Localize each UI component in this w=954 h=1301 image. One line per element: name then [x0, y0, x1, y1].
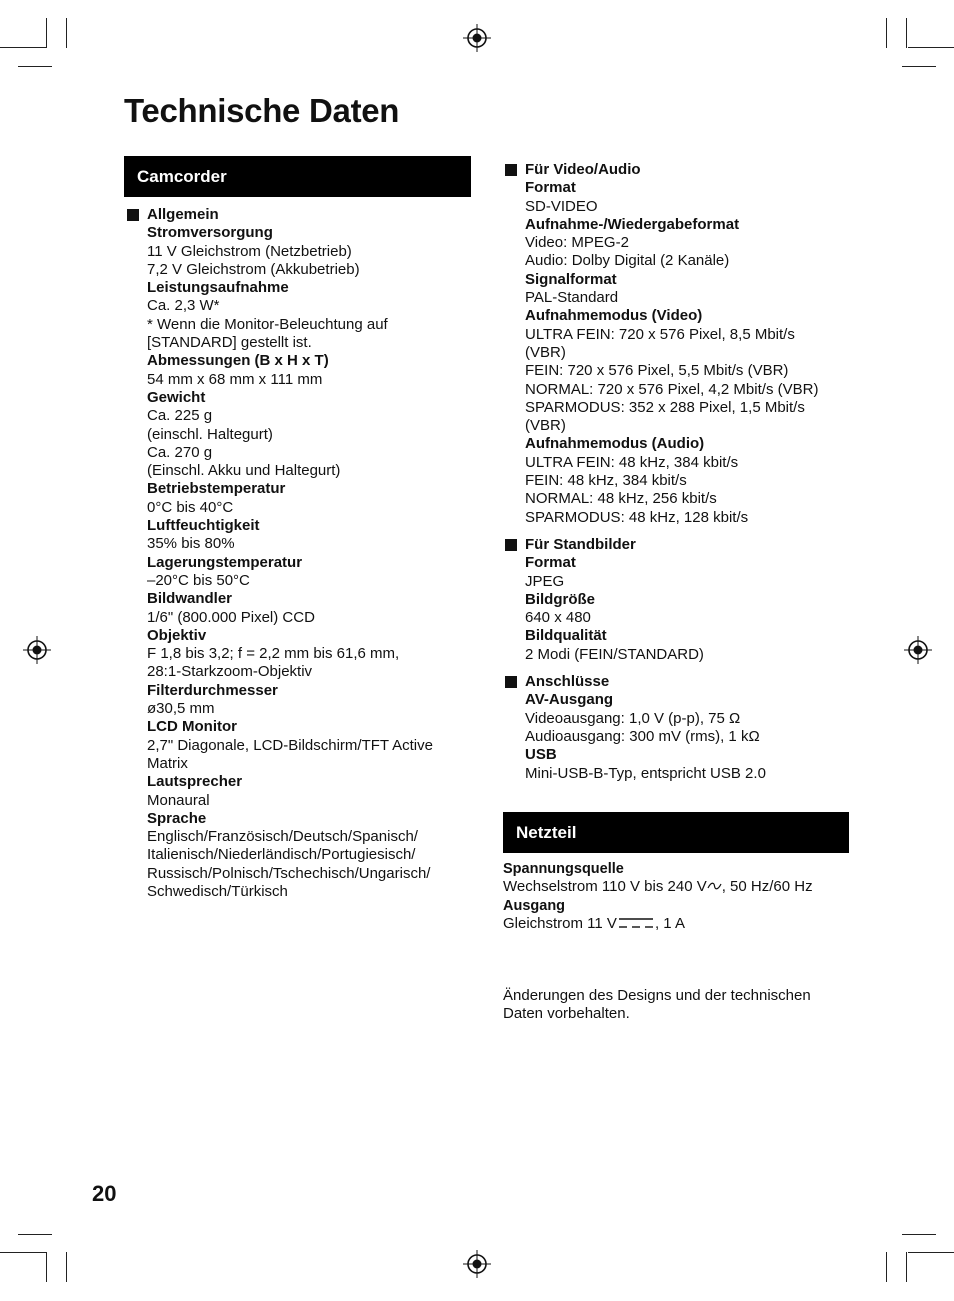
spec-value: 35% bis 80%: [147, 535, 235, 553]
spec-value: NORMAL: 720 x 576 Pixel, 4,2 Mbit/s (VBR): [525, 380, 819, 398]
spec-label: Objektiv: [147, 626, 207, 644]
spec-value: Audioausgang: 300 mV (rms), 1 kΩ: [525, 727, 760, 745]
spec-value: 0°C bis 40°C: [147, 498, 234, 516]
notice-line: Daten vorbehalten.: [503, 1005, 630, 1023]
spec-value: (Einschl. Akku und Haltegurt): [147, 462, 341, 480]
spec-label: Format: [525, 179, 576, 197]
spec-value: FEIN: 720 x 576 Pixel, 5,5 Mbit/s (VBR): [525, 362, 789, 380]
crop-mark: [886, 18, 887, 48]
spec-list: [525, 179, 853, 527]
crop-mark: [66, 1252, 67, 1282]
spec-label: Spannungsquelle: [503, 861, 624, 877]
spec-value: PAL-Standard: [525, 289, 619, 307]
spec-value: Ca. 2,3 W*: [147, 297, 220, 315]
registration-mark-icon: [23, 636, 51, 664]
section-allgemein: [125, 206, 471, 901]
crop-mark: [18, 66, 52, 67]
spec-label: Signalformat: [525, 270, 617, 288]
section-heading: [525, 161, 853, 179]
spec-value: Ca. 225 g: [147, 407, 213, 425]
spec-value: JPEG: [525, 572, 565, 590]
crop-mark: [886, 1252, 887, 1282]
crop-mark: [18, 1234, 52, 1235]
change-notice: [503, 987, 853, 1024]
crop-mark: [908, 1252, 954, 1253]
section-heading: [525, 536, 853, 554]
spec-value: * Wenn die Monitor-Beleuchtung auf: [147, 315, 388, 333]
spec-label: AV-Ausgang: [525, 691, 614, 709]
spec-value: 11 V Gleichstrom (Netzbetrieb): [147, 242, 352, 260]
square-bullet-icon: [505, 676, 517, 688]
camcorder-header: [124, 156, 471, 197]
spec-value: 2 Modi (FEIN/STANDARD): [525, 645, 704, 663]
spec-value: Monaural: [147, 791, 210, 809]
right-specs: [503, 161, 853, 783]
spec-value: FEIN: 48 kHz, 384 kbit/s: [525, 472, 687, 490]
spec-label: Bildgröße: [525, 590, 595, 608]
spec-value: SPARMODUS: 352 x 288 Pixel, 1,5 Mbit/s: [525, 398, 805, 416]
spec-value: (VBR): [525, 343, 566, 361]
source-freq: , 50 Hz/60 Hz: [721, 878, 813, 896]
spec-label: Lagerungstemperatur: [147, 553, 303, 571]
spec-value: ULTRA FEIN: 720 x 576 Pixel, 8,5 Mbit/s: [525, 325, 795, 343]
spec-label: Sprache: [147, 809, 207, 827]
spec-value: Englisch/Französisch/Deutsch/Spanisch/: [147, 828, 418, 846]
spec-value: [STANDARD] gestellt ist.: [147, 334, 312, 352]
crop-mark: [908, 47, 954, 48]
spec-list: [525, 554, 853, 664]
spec-label: Lautsprecher: [147, 773, 243, 791]
section-heading-label: Für Standbilder: [525, 535, 636, 553]
spec-value: Video: MPEG-2: [525, 234, 629, 252]
spec-label: LCD Monitor: [147, 718, 237, 736]
spec-value: NORMAL: 48 kHz, 256 kbit/s: [525, 490, 717, 508]
spec-value: Videoausgang: 1,0 V (p-p), 75 Ω: [525, 709, 741, 727]
spec-value: F 1,8 bis 3,2; f = 2,2 mm bis 61,6 mm,: [147, 645, 400, 663]
spec-label: Aufnahmemodus (Audio): [525, 435, 705, 453]
netzteil-header-label: Netzteil: [516, 823, 577, 842]
output-text: Gleichstrom 11 V: [503, 914, 617, 932]
spec-value: ULTRA FEIN: 48 kHz, 384 kbit/s: [525, 453, 739, 471]
section-standbilder: [503, 536, 853, 664]
spec-label: Betriebstemperatur: [147, 480, 286, 498]
netzteil-header: [503, 812, 849, 853]
netzteil-specs: [503, 860, 853, 933]
spec-value: SPARMODUS: 48 kHz, 128 kbit/s: [525, 508, 749, 526]
source-text: Wechselstrom 110 V bis 240 V: [503, 878, 707, 896]
spec-value: [503, 915, 853, 933]
spec-label: Leistungsaufnahme: [147, 279, 289, 297]
spec-label: Filterdurchmesser: [147, 681, 278, 699]
crop-mark: [906, 1252, 907, 1282]
spec-value: Mini-USB-B-Typ, entspricht USB 2.0: [525, 764, 766, 782]
notice-line: Änderungen des Designs und der technischen: [503, 987, 811, 1004]
spec-value: (VBR): [525, 417, 566, 435]
section-heading-label: Allgemein: [147, 206, 219, 223]
spec-value: (einschl. Haltegurt): [147, 425, 273, 443]
crop-mark: [906, 18, 907, 48]
spec-value: Italienisch/Niederländisch/Portugiesisch/: [147, 846, 416, 864]
spec-value: 28:1-Starkzoom-Objektiv: [147, 663, 313, 681]
spec-label: Format: [525, 554, 576, 572]
spec-label: Bildwandler: [147, 590, 233, 608]
registration-mark-icon: [463, 1250, 491, 1278]
section-heading: [147, 206, 471, 224]
page-title: Technische Daten: [124, 92, 400, 129]
section-video-audio: [503, 161, 853, 527]
registration-mark-icon: [463, 24, 491, 52]
spec-value: Schwedisch/Türkisch: [147, 882, 288, 900]
spec-value: 2,7" Diagonale, LCD-Bildschirm/TFT Active: [147, 736, 433, 754]
crop-mark: [66, 18, 67, 48]
spec-value: [503, 878, 853, 896]
spec-value: SD-VIDEO: [525, 197, 598, 215]
section-heading-label: Für Video/Audio: [525, 161, 641, 178]
crop-mark: [0, 1252, 46, 1253]
dc-symbol-icon: [619, 917, 653, 929]
spec-label: Aufnahme-/Wiedergabeformat: [525, 215, 740, 233]
spec-label: Bildqualität: [525, 627, 607, 645]
spec-value: 1/6" (800.000 Pixel) CCD: [147, 608, 315, 626]
spec-value: Ca. 270 g: [147, 443, 213, 461]
section-heading-label: Anschlüsse: [525, 673, 610, 691]
spec-label: Abmessungen (B x H x T): [147, 352, 329, 370]
spec-label: Aufnahmemodus (Video): [525, 307, 703, 325]
square-bullet-icon: [127, 209, 139, 221]
section-heading: [525, 673, 853, 691]
spec-label: Gewicht: [147, 388, 206, 406]
spec-label: Stromversorgung: [147, 224, 273, 242]
section-anschluesse: [503, 673, 853, 783]
ac-tilde-icon: [707, 881, 722, 891]
spec-value: Audio: Dolby Digital (2 Kanäle): [525, 252, 730, 270]
crop-mark: [0, 47, 46, 48]
spec-value: –20°C bis 50°C: [147, 571, 250, 589]
spec-value: Russisch/Polnisch/Tschechisch/Ungarisch/: [147, 864, 431, 882]
spec-value: 640 x 480: [525, 609, 591, 627]
spec-label: Luftfeuchtigkeit: [147, 517, 260, 535]
spec-label: USB: [525, 746, 557, 764]
spec-value: 7,2 V Gleichstrom (Akkubetrieb): [147, 260, 360, 278]
output-current: , 1 A: [654, 914, 685, 932]
crop-mark: [46, 1252, 47, 1282]
spec-value: Matrix: [147, 754, 188, 772]
registration-mark-icon: [904, 636, 932, 664]
square-bullet-icon: [505, 539, 517, 551]
spec-value: 54 mm x 68 mm x 111 mm: [147, 370, 323, 388]
spec-value: ø30,5 mm: [147, 700, 215, 718]
spec-label: Ausgang: [503, 897, 566, 914]
camcorder-specs: [125, 206, 471, 901]
crop-mark: [902, 66, 936, 67]
page-number: 20: [92, 1181, 117, 1206]
spec-list: [147, 224, 471, 901]
square-bullet-icon: [505, 164, 517, 176]
crop-mark: [902, 1234, 936, 1235]
crop-mark: [46, 18, 47, 48]
camcorder-header-label: Camcorder: [137, 167, 227, 186]
